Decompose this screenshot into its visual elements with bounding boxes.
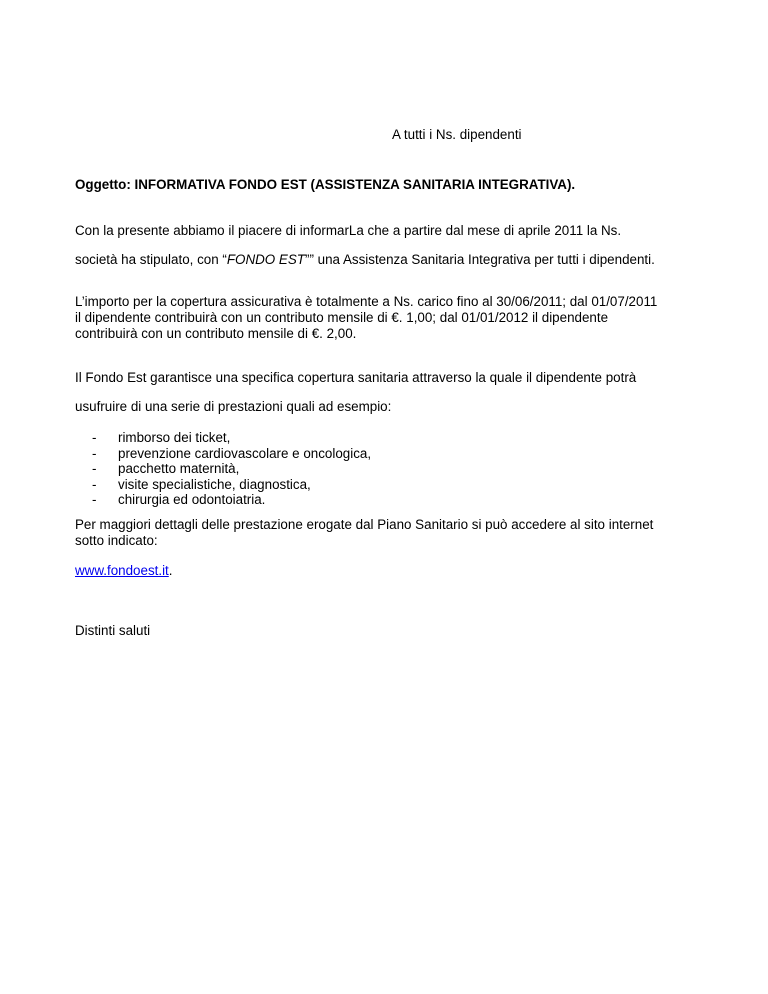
link-suffix: . <box>168 563 173 578</box>
paragraph-2-line-3: contribuirà con un contributo mensile di €. 2,00. <box>75 326 357 341</box>
list-item-text: prevenzione cardiovascolare e oncologica, <box>118 445 372 461</box>
fondoest-website-link[interactable]: www.fondoest.it <box>75 563 169 578</box>
paragraph-1-line-1: Con la presente abbiamo il piacere di informarLa che a partire dal mese di aprile 2011 la Ns. <box>75 223 622 238</box>
paragraph-3-line-2: usufruire di una serie di prestazioni quali ad esempio: <box>75 399 392 414</box>
paragraph-1-line-2 <box>75 252 655 268</box>
list-item-text: rimborso dei ticket, <box>118 430 231 445</box>
list-dash: - <box>92 476 97 492</box>
p1-line2-after: ”” una Assistenza Sanitaria Integrativa per tutti i dipendenti. <box>304 252 655 267</box>
list-item <box>92 477 371 493</box>
closing-salutation: Distinti saluti <box>75 623 151 638</box>
list-dash: - <box>92 445 97 461</box>
p1-line2-before: società ha stipulato, con “ <box>75 252 227 267</box>
paragraph-4-line-2: sotto indicato: <box>75 533 158 548</box>
paragraph-2-line-1: L’importo per la copertura assicurativa è totalmente a Ns. carico fino al 30/06/2011; dal 01/07/2011 <box>75 294 658 309</box>
paragraph-4-line-1: Per maggiori dettagli delle prestazione erogate dal Piano Sanitario si può accedere al sito internet <box>75 517 654 532</box>
paragraph-2-line-2: il dipendente contribuirà con un contributo mensile di €. 1,00; dal 01/01/2012 il dipendente <box>75 310 609 325</box>
paragraph-3-line-1: Il Fondo Est garantisce una specifica copertura sanitaria attraverso la quale il dipendente potrà <box>75 370 637 385</box>
services-list <box>92 430 371 508</box>
list-dash: - <box>92 430 97 445</box>
subject-line: Oggetto: INFORMATIVA FONDO EST (ASSISTENZA SANITARIA INTEGRATIVA). <box>75 177 576 192</box>
list-item-text: pacchetto maternità, <box>118 461 240 477</box>
list-item <box>92 430 371 446</box>
list-item <box>92 446 371 462</box>
website-line <box>75 563 173 579</box>
list-item <box>92 461 371 477</box>
list-item-text: visite specialistiche, diagnostica, <box>118 476 311 492</box>
list-item <box>92 492 371 508</box>
fondo-est-name: FONDO EST <box>226 252 305 267</box>
list-item-text: chirurgia ed odontoiatria. <box>118 492 266 508</box>
list-dash: - <box>92 492 97 508</box>
addressee: A tutti i Ns. dipendenti <box>392 127 522 142</box>
list-dash: - <box>92 461 97 477</box>
